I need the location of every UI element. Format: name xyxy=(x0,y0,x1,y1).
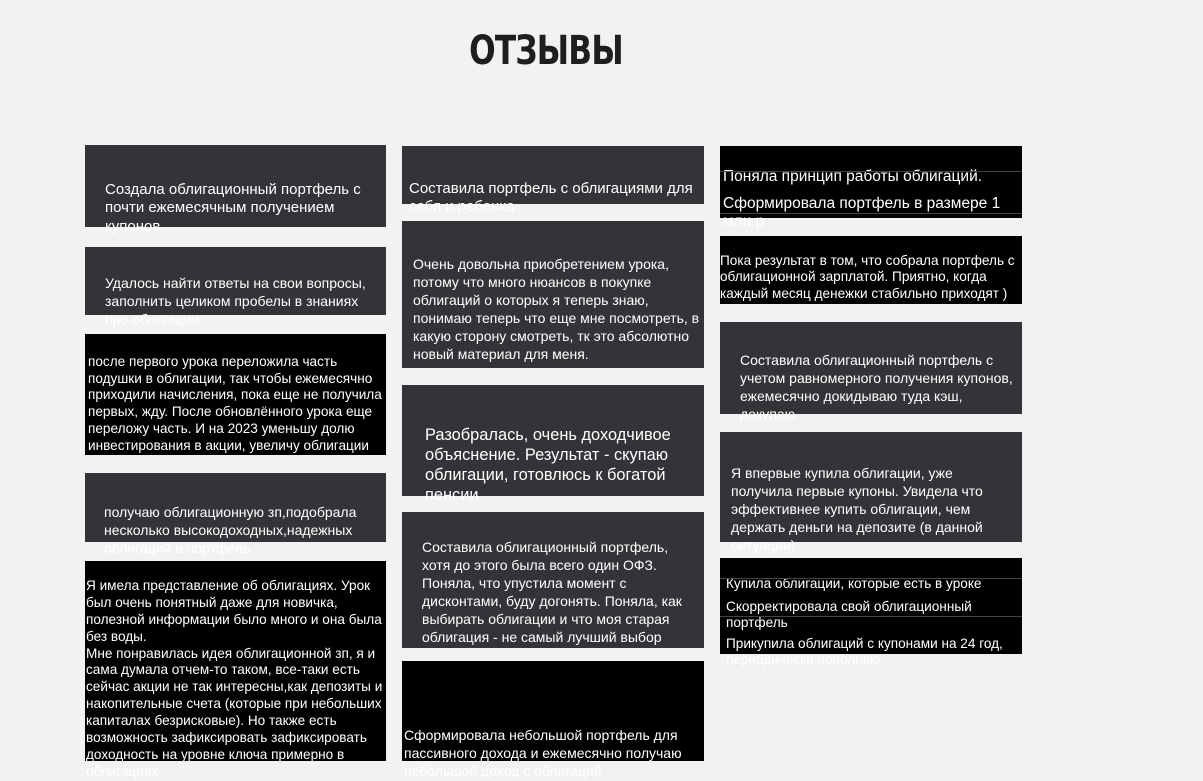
review-text: Сформировала небольшой портфель для пассивного дохода и ежемесячно получаю небольшой доход с облигаций xyxy=(404,727,682,779)
review-text: Пока результат в том, что собрала портфель с облигационной зарплатой. Приятно, когда каждый месяц денежки стабильно приходят ) xyxy=(720,252,1015,301)
review-card xyxy=(85,145,386,235)
review-card xyxy=(85,473,386,556)
review-line xyxy=(720,578,1022,630)
review-card xyxy=(402,146,704,215)
review-card xyxy=(720,558,1022,667)
review-card xyxy=(402,512,704,648)
review-line xyxy=(720,171,1022,230)
review-card xyxy=(720,432,1022,553)
review-card xyxy=(402,385,704,504)
review-text: Сформировала портфель в размере 1 млн.р xyxy=(723,194,1001,230)
review-line xyxy=(720,146,1022,185)
review-text: Составила портфель с облигациями для себя и ребенка xyxy=(409,179,693,215)
review-text: Купила облигации, которые есть в уроке xyxy=(726,576,982,591)
review-text: Я впервые купила облигации, уже получила первые купоны. Увидела что эффективнее купить облигации, чем держать деньги на депозите (в данной ситуации) xyxy=(731,465,983,553)
review-card xyxy=(402,661,704,779)
review-text: Создала облигационный портфель с почти ежемесячным получением купонов xyxy=(105,180,361,235)
review-text: Удалось найти ответы на свои вопросы, заполнить целиком пробелы в знаниях про облигации. xyxy=(105,275,366,327)
review-text: после первого урока переложила часть подушки в облигации, так чтобы ежемесячно приходили начисления, пока еще не получила первых, жду. После обновлённого урока еще переложу часть. И на 2023 уменьшу долю инвестирования в акции, увеличу облигации xyxy=(88,353,382,453)
review-card xyxy=(402,221,704,368)
review-text: Составила облигационный портфель с учетом равномерного получения купонов, ежемесячно докидываю туда кэш, докупаю xyxy=(740,352,1013,422)
review-text: Составила облигационный портфель, хотя до этого была всего один ОФЗ. Поняла, что упустила момент с дисконтами, буду догонять. Поняла, как выбирать облигации и что моя старая облигация - не самый лучший выбор xyxy=(422,539,682,645)
review-card xyxy=(85,561,386,779)
review-text: Поняла принцип работы облигаций. xyxy=(723,167,983,185)
review-text: Разобралась, очень доходчивое объяснение. Результат - скупаю облигации, готовлюсь к богатой пенсии xyxy=(425,426,671,504)
review-text: Очень довольна приобретением урока, потому что много нюансов в покупке облигаций о которых я теперь знаю, понимаю теперь что еще мне посмотреть, в какую сторону смотреть, тк это абсолютно новый материал для меня. xyxy=(413,256,700,362)
review-text: Я имела представление об облигациях. Урок был очень понятный даже для новичка, полезной информации было много и она была без воды. Мне понравилась идея облигационной зп, я и сама думала отчем-то таком, все-таки есть сейчас акции не так интересны,как депозиты и накопительные счета (которые при небольших капиталах безрисковые). Но также есть возможность зафиксировать зафиксировать доходность на уровне ключа примерно в облигациях. xyxy=(86,577,383,779)
review-text: Скорректировала свой облигационный портфель xyxy=(726,599,972,630)
review-card xyxy=(85,334,386,455)
divider xyxy=(720,213,1022,218)
review-card xyxy=(85,247,386,327)
review-line xyxy=(720,558,1022,591)
review-card xyxy=(720,236,1022,304)
review-text: Прикупила облигаций с купонами на 24 год, периодически пополняю xyxy=(726,636,1003,667)
review-text: получаю облигационную зп,подобрала несколько высокодоходных,надежных облигаций в портфель xyxy=(104,504,357,556)
review-card xyxy=(720,146,1022,230)
review-line xyxy=(720,616,1022,667)
page-title: ОТЗЫВЫ xyxy=(469,28,623,74)
review-card xyxy=(720,322,1022,422)
